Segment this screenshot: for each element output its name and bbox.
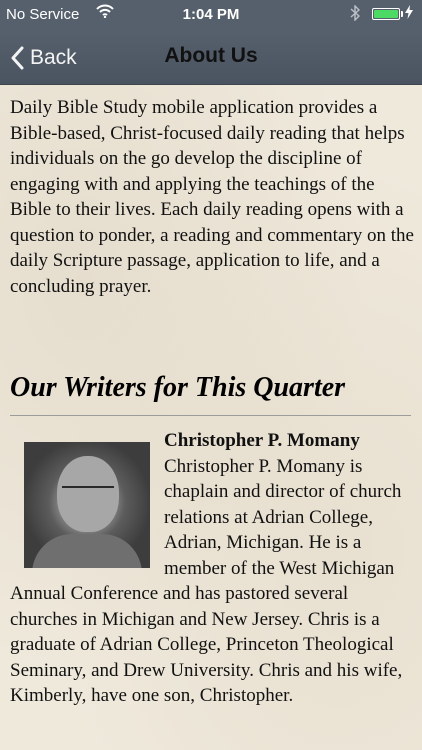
- about-content[interactable]: [0, 85, 422, 750]
- writer-photo: [24, 442, 150, 568]
- charging-icon: [405, 5, 413, 22]
- writer-bio: Christopher P. Momany is chaplain and director of church relations at Adrian College, Adrian, Michigan. He is a member of the West Michigan Annual Conference and has pastored several churches in Michigan and New Jersey. Chris is a graduate of Adrian College, Princeton Theological Seminary, and Drew University. Chris and his wife, Kimberly, have one son, Christopher.: [10, 455, 403, 706]
- bluetooth-icon: [350, 5, 360, 25]
- navigation-bar: [0, 32, 422, 85]
- battery-level: [374, 10, 398, 18]
- writer-entry: [10, 428, 412, 709]
- section-divider: [10, 415, 411, 416]
- carrier-label: No Service: [6, 6, 80, 23]
- battery-icon: [372, 8, 400, 20]
- battery-tip: [401, 11, 403, 17]
- back-label: Back: [30, 46, 77, 69]
- writer-name: Christopher P. Momany: [164, 430, 360, 451]
- page-title: About Us: [164, 44, 258, 67]
- intro-paragraph: Daily Bible Study mobile application provides a Bible-based, Christ-focused daily reading that helps individuals on the go develop the discipline of engaging with and applying the teachings of the Bible to their lives. Each daily reading opens with a question to ponder, a reading and commentary on the daily Scripture passage, application to life, and a concluding prayer.: [10, 97, 414, 297]
- writers-section-title: Our Writers for This Quarter: [10, 372, 346, 403]
- status-bar: [0, 0, 422, 32]
- clock: 1:04 PM: [182, 6, 240, 23]
